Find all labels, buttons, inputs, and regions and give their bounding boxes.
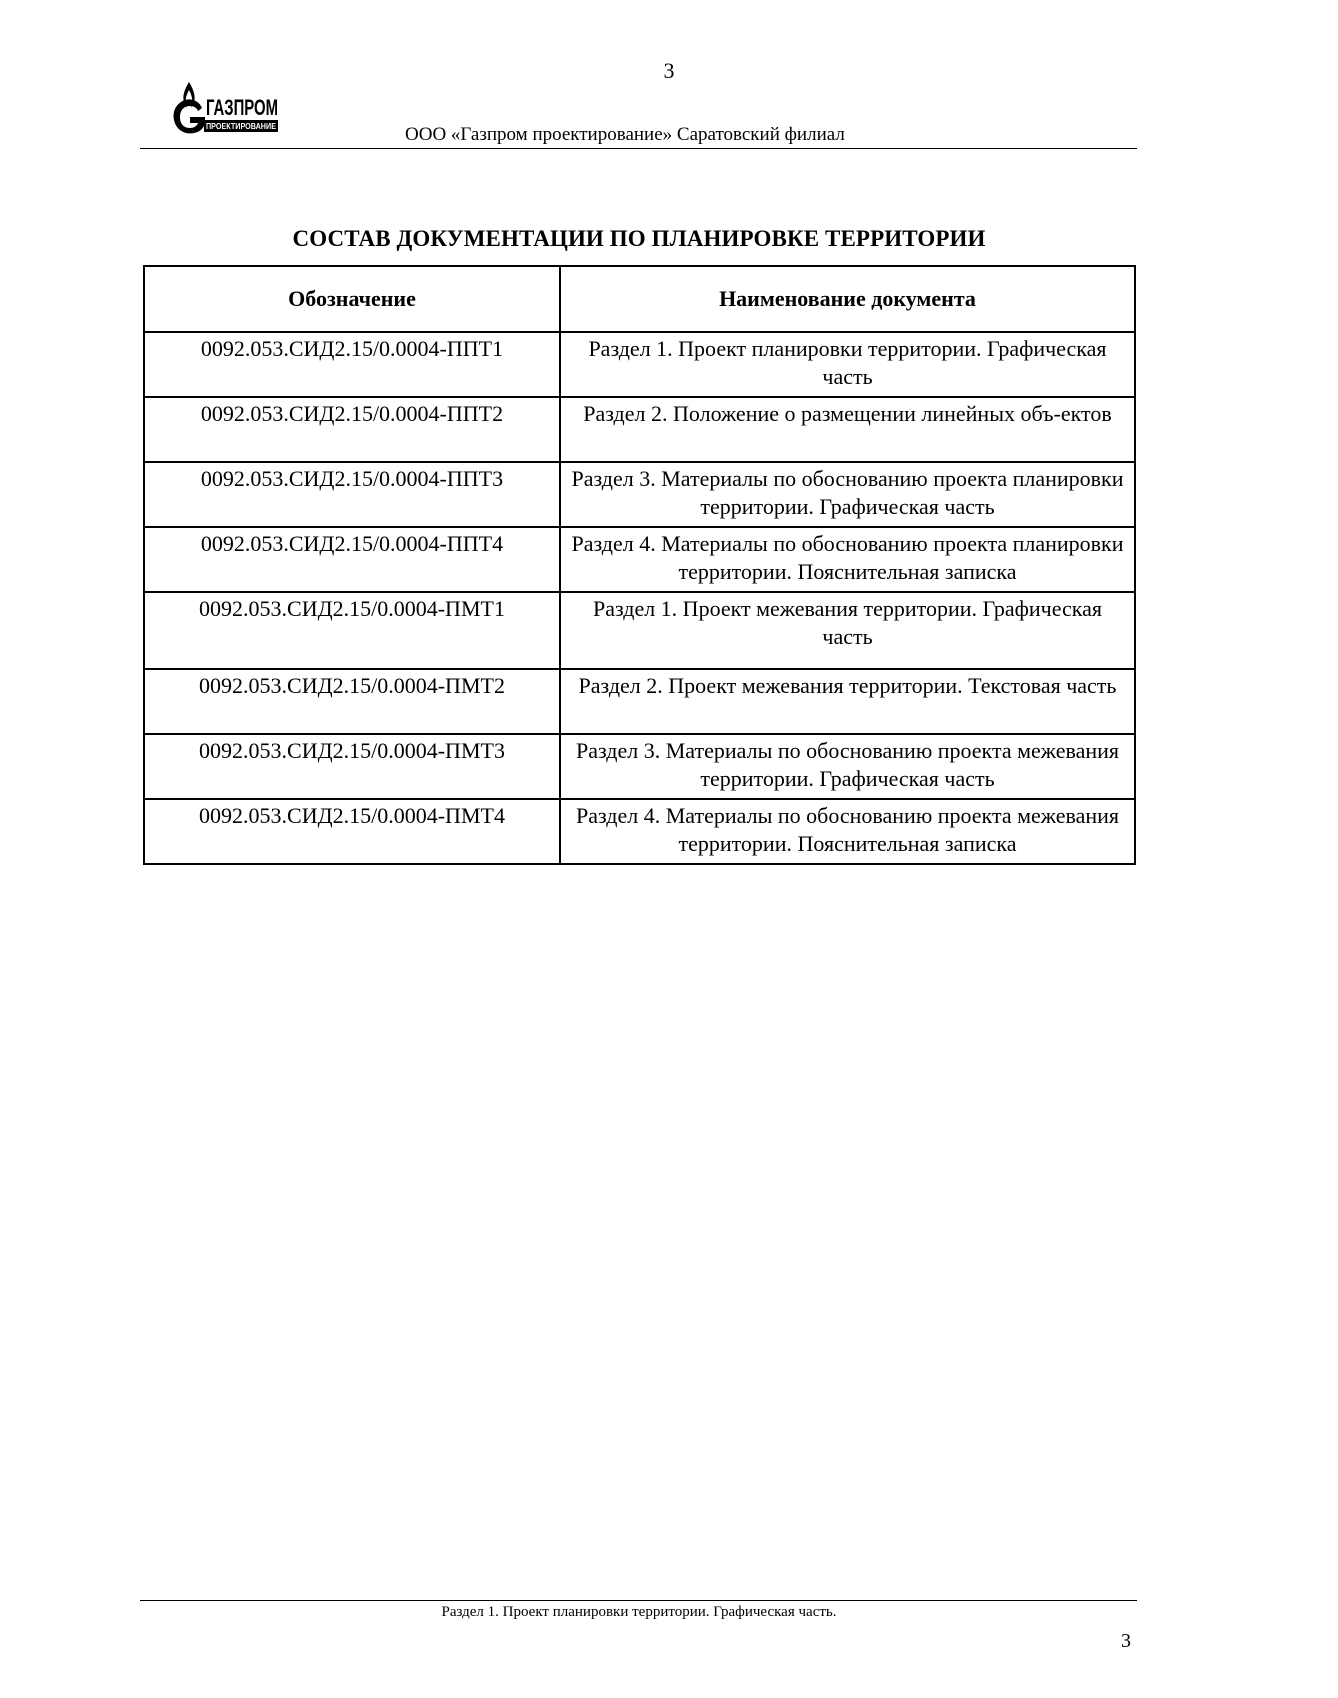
column-header-designation: Обозначение: [144, 266, 560, 332]
column-header-document-name: Наименование документа: [560, 266, 1135, 332]
document-name-cell: Раздел 4. Материалы по обоснованию проекта планировки территории. Пояснительная записка: [560, 527, 1135, 592]
documents-table: [143, 265, 1136, 865]
document-name-cell: Раздел 2. Проект межевания территории. Текстовая часть: [560, 669, 1135, 734]
designation-cell: 0092.053.СИД2.15/0.0004-ПМТ1: [144, 592, 560, 669]
designation-cell: 0092.053.СИД2.15/0.0004-ПМТ3: [144, 734, 560, 799]
document-name-cell: Раздел 4. Материалы по обоснованию проекта межевания территории. Пояснительная записка: [560, 799, 1135, 864]
table-row: [144, 527, 1135, 592]
document-title: СОСТАВ ДОКУМЕНТАЦИИ ПО ПЛАНИРОВКЕ ТЕРРИТОРИИ: [292, 226, 986, 251]
designation-cell: 0092.053.СИД2.15/0.0004-ПМТ2: [144, 669, 560, 734]
header-divider: [140, 148, 1137, 149]
footer-divider: [140, 1600, 1137, 1601]
table-row: [144, 332, 1135, 397]
designation-cell: 0092.053.СИД2.15/0.0004-ППТ2: [144, 397, 560, 462]
document-name-cell: Раздел 1. Проект межевания территории. Графическая часть: [560, 592, 1135, 669]
page-number-bottom: 3: [1121, 1630, 1131, 1652]
gazprom-logo: [168, 80, 280, 142]
document-name-cell: Раздел 2. Положение о размещении линейных объ-ектов: [560, 397, 1135, 462]
table-header-row: [144, 266, 1135, 332]
footer-text: Раздел 1. Проект планировки территории. Графическая часть.: [441, 1604, 837, 1620]
designation-cell: 0092.053.СИД2.15/0.0004-ППТ1: [144, 332, 560, 397]
document-name-cell: Раздел 1. Проект планировки территории. Графическая часть: [560, 332, 1135, 397]
table-row: [144, 734, 1135, 799]
header-organization: ООО «Газпром проектирование» Саратовский филиал: [405, 124, 845, 145]
table-row: [144, 462, 1135, 527]
table-row: [144, 799, 1135, 864]
page-number-top: 3: [663, 58, 675, 83]
table-row: [144, 397, 1135, 462]
svg-text:ПРОЕКТИРОВАНИЕ: ПРОЕКТИРОВАНИЕ: [206, 122, 277, 131]
svg-text:ГАЗПРОМ: ГАЗПРОМ: [206, 95, 278, 120]
document-name-cell: Раздел 3. Материалы по обоснованию проекта планировки территории. Графическая часть: [560, 462, 1135, 527]
designation-cell: 0092.053.СИД2.15/0.0004-ППТ4: [144, 527, 560, 592]
designation-cell: 0092.053.СИД2.15/0.0004-ПМТ4: [144, 799, 560, 864]
designation-cell: 0092.053.СИД2.15/0.0004-ППТ3: [144, 462, 560, 527]
table-row: [144, 592, 1135, 669]
table-row: [144, 669, 1135, 734]
document-name-cell: Раздел 3. Материалы по обоснованию проекта межевания территории. Графическая часть: [560, 734, 1135, 799]
